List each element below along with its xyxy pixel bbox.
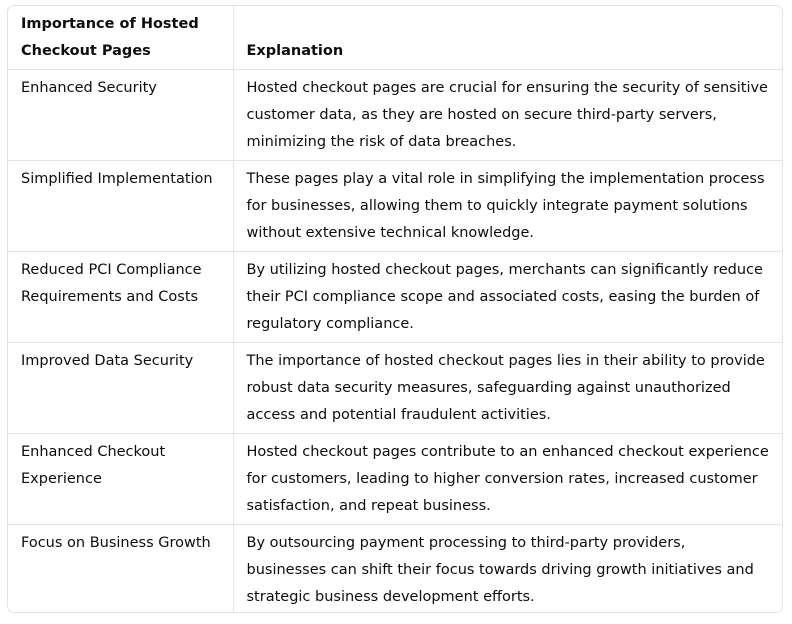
explanation-cell: Hosted checkout pages contribute to an enhanced checkout experience for customers, leading to higher conversion rates, increased customer satisfaction, and repeat business. (233, 434, 782, 525)
importance-table (8, 6, 782, 613)
column-header-importance: Importance of Hosted Checkout Pages (8, 6, 233, 70)
table-row (8, 525, 782, 614)
explanation-cell: The importance of hosted checkout pages lies in their ability to provide robust data security measures, safeguarding against unauthorized access and potential fraudulent activities. (233, 343, 782, 434)
explanation-cell: By outsourcing payment processing to third-party providers, businesses can shift their focus towards driving growth initiatives and strategic business development efforts. (246, 535, 754, 605)
explanation-cell: These pages play a vital role in simplifying the implementation process for businesses, allowing them to quickly integrate payment solutions without extensive technical knowledge. (233, 161, 782, 252)
table-header-row (8, 6, 782, 70)
table-row (8, 343, 782, 434)
table-row (8, 434, 782, 525)
column-header-explanation: Explanation (233, 6, 782, 70)
importance-cell: Improved Data Security (8, 343, 233, 434)
explanation-cell: Hosted checkout pages are crucial for ensuring the security of sensitive customer data, as they are hosted on secure third-party servers, minimizing the risk of data breaches. (233, 70, 782, 161)
importance-cell: Reduced PCI Compliance Requirements and Costs (8, 252, 233, 343)
importance-cell: Enhanced Checkout Experience (8, 434, 233, 525)
importance-cell: Simplified Implementation (8, 161, 233, 252)
importance-cell: Enhanced Security (8, 70, 233, 161)
table-row (8, 161, 782, 252)
importance-cell: Focus on Business Growth (8, 525, 233, 614)
table-row (8, 70, 782, 161)
table-row (8, 252, 782, 343)
explanation-cell: By utilizing hosted checkout pages, merchants can significantly reduce their PCI compliance scope and associated costs, easing the burden of regulatory compliance. (233, 252, 782, 343)
data-table-container (7, 5, 783, 613)
